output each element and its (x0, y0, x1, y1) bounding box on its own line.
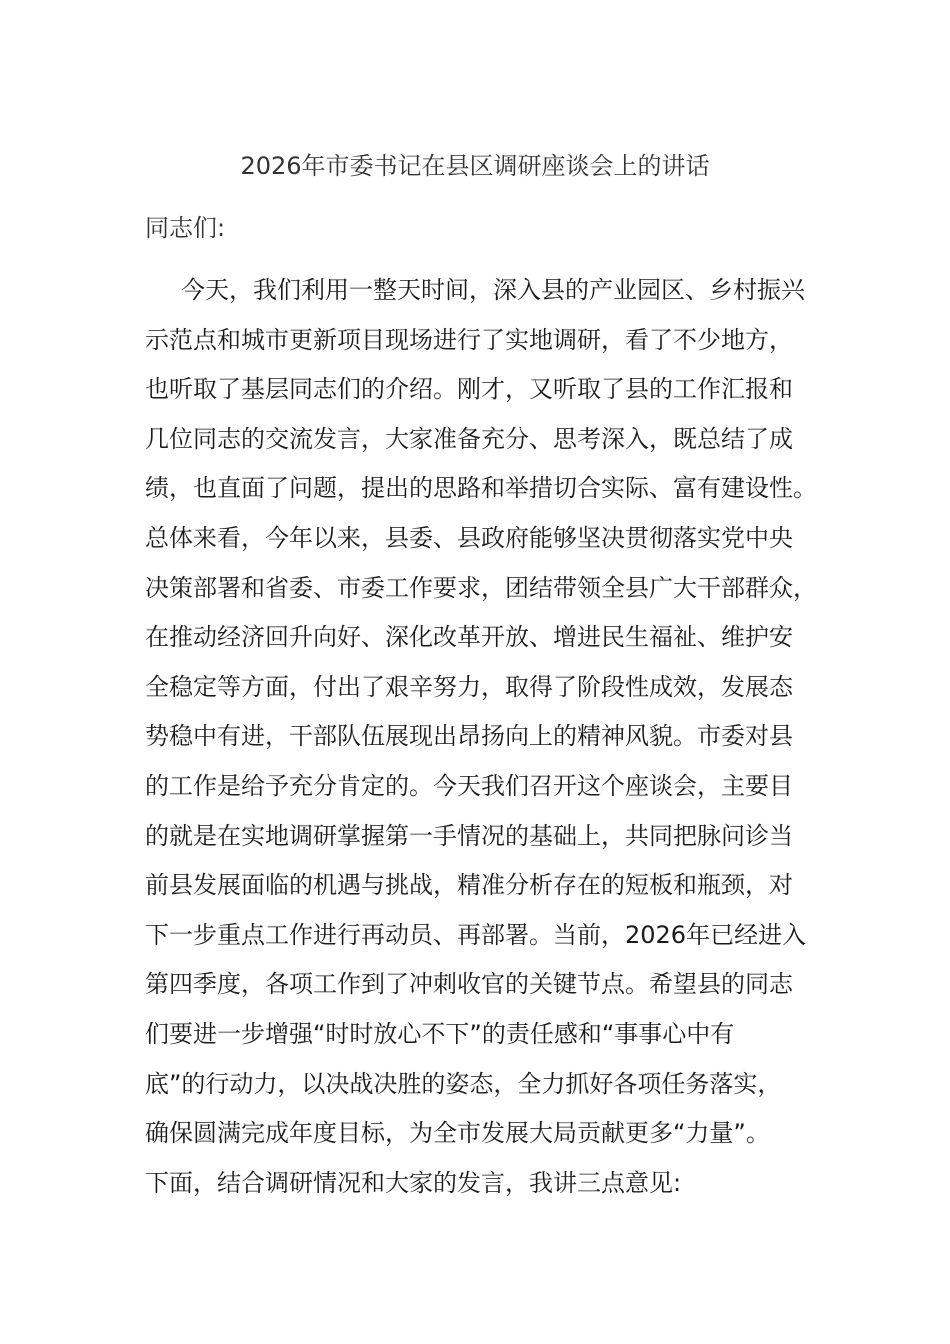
body-line: 全稳定等方面，付出了艰辛努力，取得了阶段性成效，发展态 (145, 672, 793, 701)
body-line: 前县发展面临的机遇与挑战，精准分析存在的短板和瓶颈，对 (145, 871, 793, 900)
body-line: 底”的行动力，以决战决胜的姿态，全力抓好各项任务落实， (145, 1069, 782, 1098)
document-title: 2026年市委书记在县区调研座谈会上的讲话 (240, 152, 710, 180)
body-paragraph (145, 270, 825, 1212)
body-line: 今天，我们利用一整天时间，深入县的产业园区、乡村振兴 (181, 276, 805, 304)
body-line: 总体来看，今年以来，县委、县政府能够坚决贯彻落实党中央 (145, 523, 793, 552)
body-line: 在推动经济回升向好、深化改革开放、增进民生福祉、维护安 (145, 623, 793, 652)
body-line: 也听取了基层同志们的介绍。刚才，又听取了县的工作汇报和 (145, 375, 793, 404)
body-line: 们要进一步增强“时时放心不下”的责任感和“事事心中有 (145, 1019, 735, 1048)
salutation: 同志们: (145, 214, 226, 242)
body-line: 的就是在实地调研掌握第一手情况的基础上，共同把脉问诊当 (145, 821, 793, 850)
body-line: 确保圆满完成年度目标，为全市发展大局贡献更多“力量”。 (145, 1119, 770, 1148)
body-line: 势稳中有进，干部队伍展现出昂扬向上的精神风貌。市委对县 (145, 722, 793, 751)
body-line: 示范点和城市更新项目现场进行了实地调研，看了不少地方， (145, 325, 793, 354)
body-line: 几位同志的交流发言，大家准备充分、思考深入，既总结了成 (145, 424, 793, 453)
body-line: 的工作是给予充分肯定的。今天我们召开这个座谈会，主要目 (145, 771, 793, 800)
body-line: 下一步重点工作进行再动员、再部署。当前，2026年已经进入 (145, 920, 807, 949)
body-line: 下面，结合调研情况和大家的发言，我讲三点意见: (145, 1168, 682, 1197)
body-line: 决策部署和省委、市委工作要求，团结带领全县广大干部群众， (145, 573, 817, 602)
body-line: 第四季度，各项工作到了冲刺收官的关键节点。希望县的同志 (145, 970, 793, 999)
body-line: 绩，也直面了问题，提出的思路和举措切合实际、富有建设性。 (145, 474, 817, 503)
